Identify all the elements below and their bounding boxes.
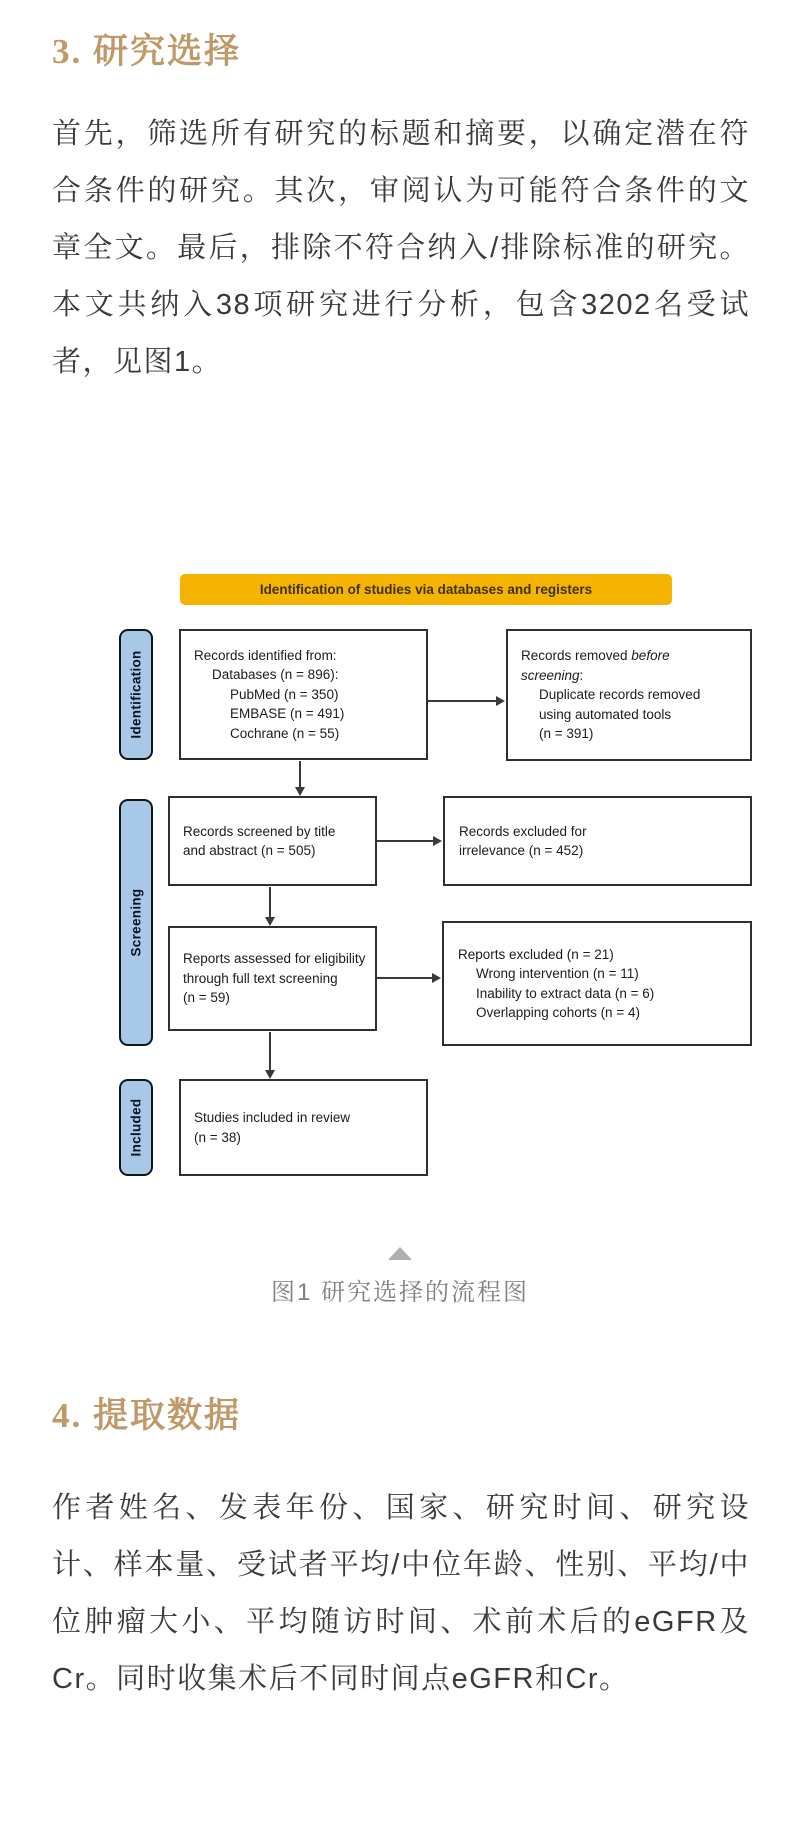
- box-records-screened: [168, 796, 377, 886]
- box-line: Overlapping cohorts (n = 4): [476, 1005, 640, 1020]
- section-3-heading: 3. 研究选择: [52, 32, 242, 71]
- box-line: PubMed (n = 350): [230, 686, 339, 702]
- diagram-banner: Identification of studies via databases and registers: [180, 574, 672, 605]
- arrow-down-icon: [299, 761, 301, 787]
- box-line: (n = 59): [183, 990, 230, 1006]
- box-studies-included: [179, 1079, 428, 1176]
- box-records-removed: [506, 629, 752, 761]
- box-line: through full text screening: [183, 970, 338, 986]
- box-line: Records screened by title: [183, 823, 336, 839]
- arrow-down-icon: [269, 887, 271, 917]
- box-line: and abstract (n = 505): [183, 843, 316, 858]
- arrow-down-icon: [269, 1032, 271, 1070]
- box-line: Wrong intervention (n = 11): [476, 966, 639, 981]
- box-records-excluded: [443, 796, 752, 886]
- stage-label-screening: [119, 799, 153, 1046]
- stage-label-included-text: Included: [128, 1098, 144, 1157]
- arrow-right-icon: [428, 700, 496, 702]
- collapse-triangle-icon: [388, 1247, 412, 1260]
- box-line: Records removed before: [521, 648, 670, 664]
- box-line: Databases (n = 896):: [212, 667, 339, 683]
- box-line: screening:: [521, 667, 584, 683]
- arrow-right-icon: [377, 840, 433, 842]
- prisma-flow-diagram: [40, 536, 800, 1184]
- box-line: irrelevance (n = 452): [459, 843, 584, 858]
- figure-caption: 图1 研究选择的流程图: [270, 1279, 529, 1306]
- box-line: Cochrane (n = 55): [230, 725, 340, 741]
- box-line: Inability to extract data (n = 6): [476, 985, 655, 1001]
- stage-label-included: [119, 1079, 153, 1176]
- arrow-right-icon: [377, 977, 432, 979]
- box-line: Records identified from:: [194, 647, 337, 663]
- box-line: Records excluded for: [459, 823, 587, 839]
- box-line: Reports assessed for eligibility: [183, 951, 366, 967]
- box-reports-assessed: [168, 926, 377, 1031]
- box-line: using automated tools: [539, 706, 672, 722]
- section-3-paragraph: 首先，筛选所有研究的标题和摘要，以确定潜在符合条件的研究。其次，审阅认为可能符合条件的文章全文。最后，排除不符合纳入/排除标准的研究。本文共纳入38项研究进行分析，包含3202名受试者，见图1。: [52, 118, 750, 378]
- box-line: Duplicate records removed: [539, 687, 701, 703]
- box-reports-excluded: [442, 921, 752, 1046]
- box-line: Reports excluded (n = 21): [458, 946, 614, 962]
- box-line: Studies included in review: [194, 1110, 351, 1125]
- box-line: (n = 391): [539, 726, 594, 742]
- stage-label-identification: [119, 629, 153, 760]
- box-line: (n = 38): [194, 1129, 241, 1145]
- stage-label-identification-text: Identification: [128, 650, 144, 739]
- box-records-identified: [179, 629, 428, 760]
- stage-label-screening-text: Screening: [128, 888, 144, 957]
- section-4-heading: 4. 提取数据: [52, 1396, 242, 1435]
- box-line: EMBASE (n = 491): [230, 706, 345, 722]
- section-4-paragraph: 作者姓名、发表年份、国家、研究时间、研究设计、样本量、受试者平均/中位年龄、性别、平均/中位肿瘤大小、平均随访时间、术前术后的eGFR及Cr。同时收集术后不同时间点eGFR和Cr。: [52, 1492, 750, 1695]
